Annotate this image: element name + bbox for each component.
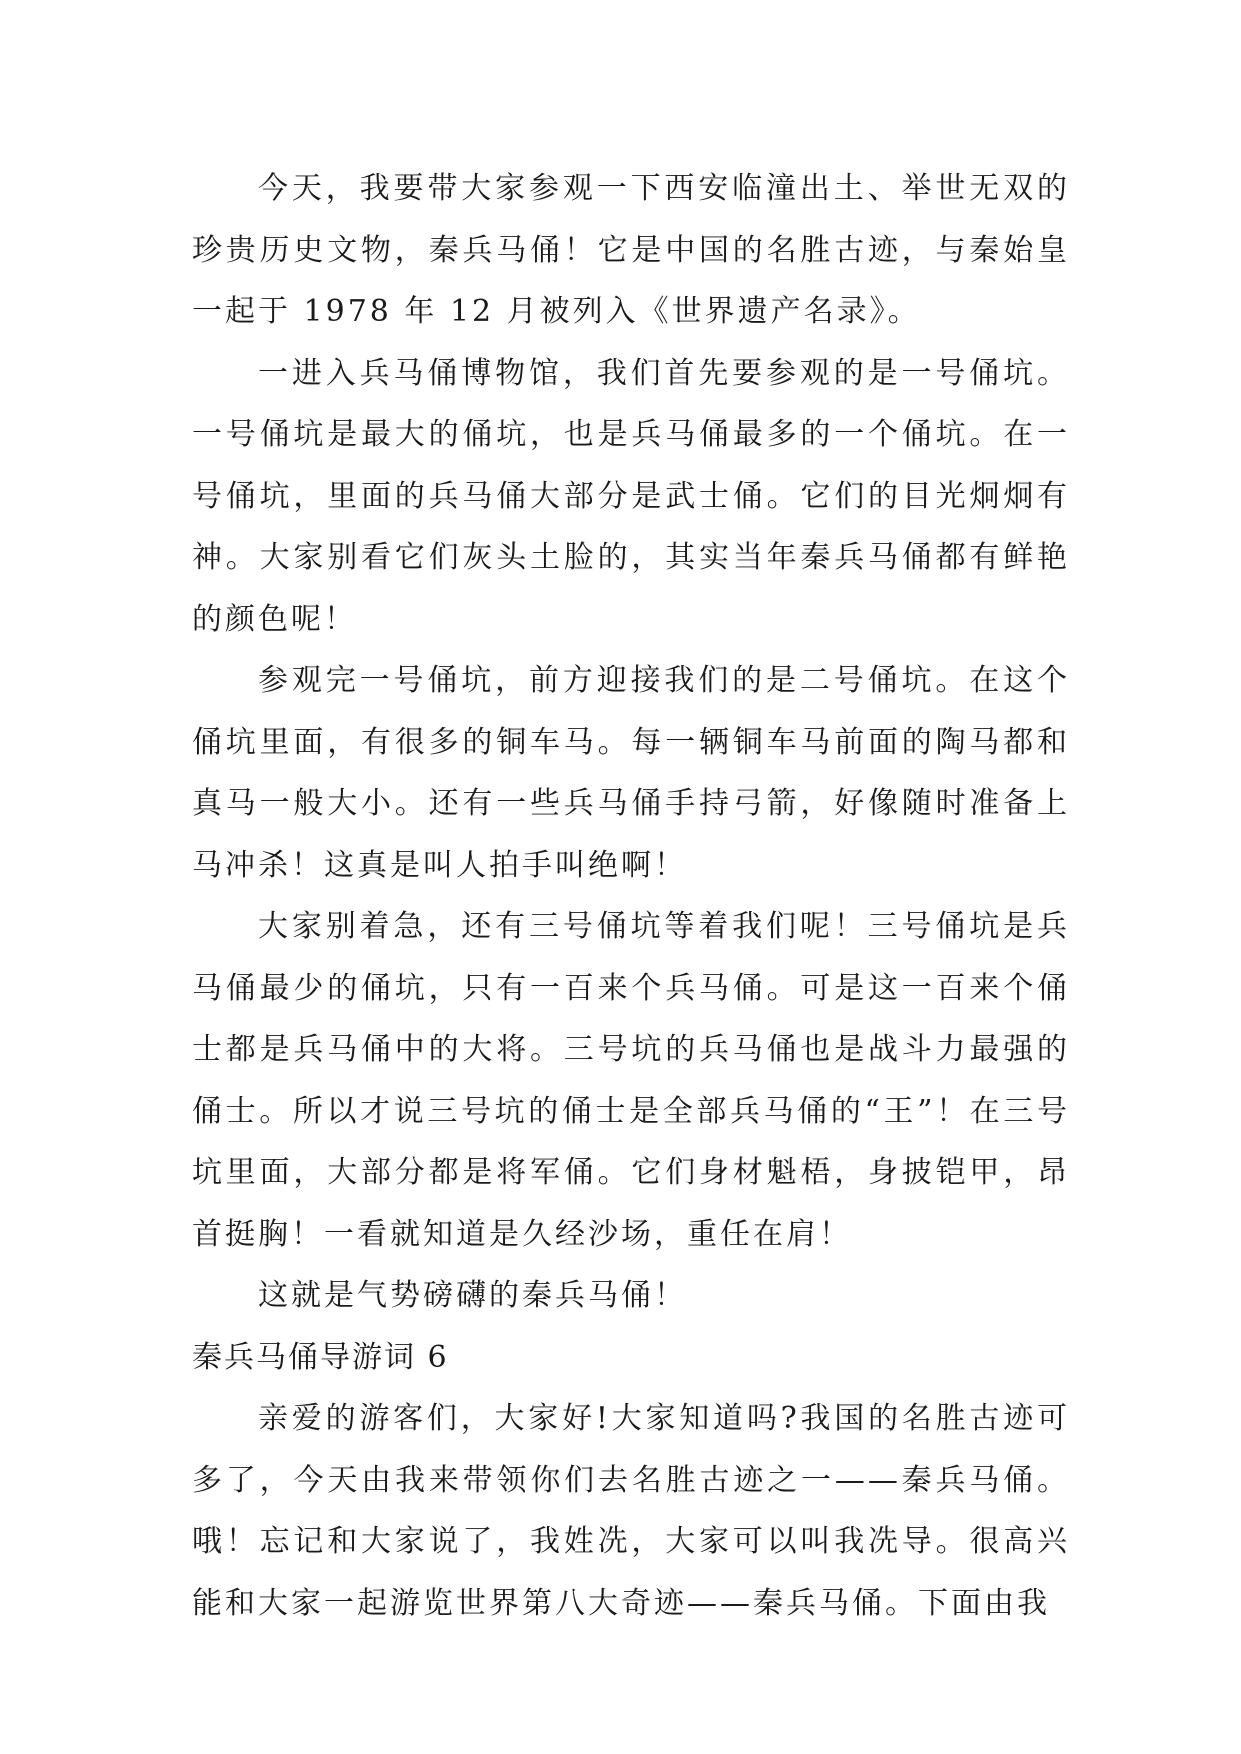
document-page [192, 158, 1070, 1634]
paragraph-section-intro: 亲爱的游客们，大家好!大家知道吗?我国的名胜古迹可多了，今天由我来带领你们去名胜古迹之一——秦兵马俑。哦！忘记和大家说了，我姓冼，大家可以叫我冼导。很高兴能和大家一起游览世界第八大奇迹——秦兵马俑。下面由我 [192, 1401, 1070, 1621]
section-title: 秦兵马俑导游词 6 [192, 1339, 449, 1375]
paragraph-conclusion: 这就是气势磅礴的秦兵马俑！ [258, 1278, 687, 1313]
paragraph-intro: 今天，我要带大家参观一下西安临潼出土、举世无双的珍贵历史文物，秦兵马俑！它是中国的名胜古迹，与秦始皇一起于 1978 年 12 月被列入《世界遗产名录》。 [192, 171, 1070, 329]
paragraph-pit-three: 大家别着急，还有三号俑坑等着我们呢！三号俑坑是兵马俑最少的俑坑，只有一百来个兵马俑。可是这一百来个俑士都是兵马俑中的大将。三号坑的兵马俑也是战斗力最强的俑士。所以才说三号坑的俑士是全部兵马俑的“王”！在三号坑里面，大部分都是将军俑。它们身材魁梧，身披铠甲，昂首挺胸！一看就知道是久经沙场，重任在肩！ [192, 909, 1070, 1252]
paragraph-pit-one: 一进入兵马俑博物馆，我们首先要参观的是一号俑坑。一号俑坑是最大的俑坑，也是兵马俑最多的一个俑坑。在一号俑坑，里面的兵马俑大部分是武士俑。它们的目光炯炯有神。大家别看它们灰头土脸的，其实当年秦兵马俑都有鲜艳的颜色呢！ [192, 355, 1070, 637]
paragraph-pit-two: 参观完一号俑坑，前方迎接我们的是二号俑坑。在这个俑坑里面，有很多的铜车马。每一辆铜车马前面的陶马都和真马一般大小。还有一些兵马俑手持弓箭，好像随时准备上马冲杀！这真是叫人拍手叫绝啊！ [192, 663, 1070, 883]
